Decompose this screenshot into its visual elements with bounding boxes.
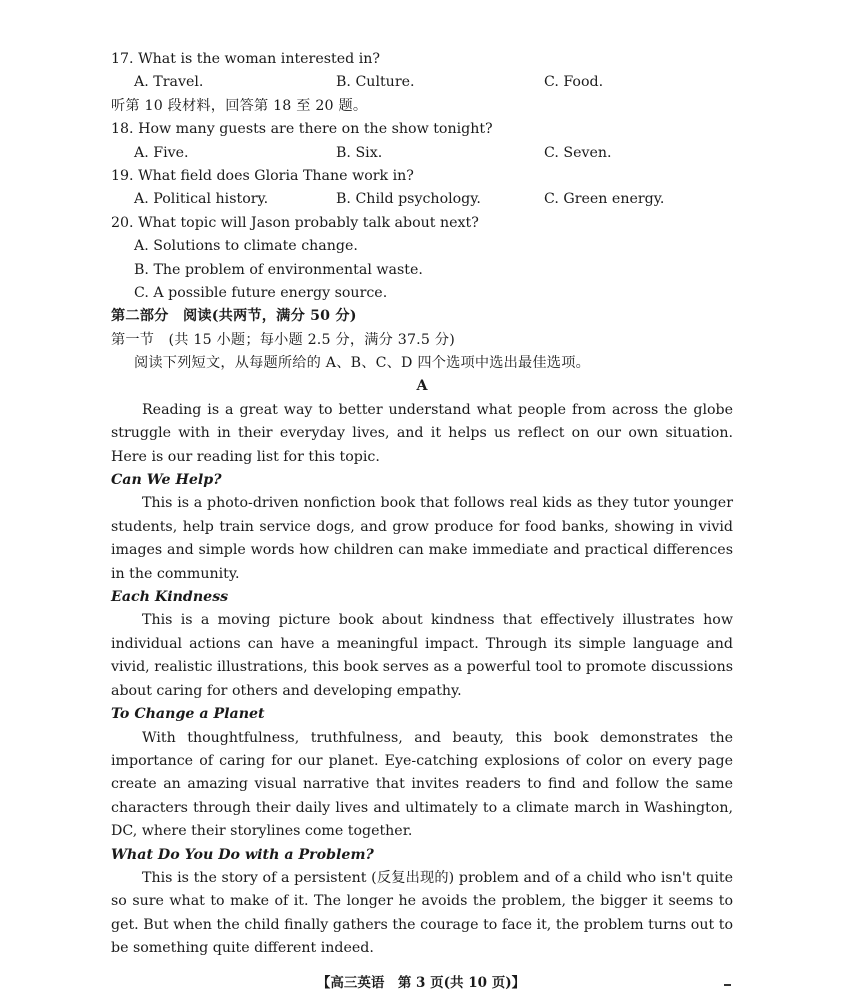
question-20-option-b: B. The problem of environmental waste. <box>134 261 423 278</box>
option-a: A. Political history. <box>134 191 269 208</box>
question-20-option-a: A. Solutions to climate change. <box>134 238 358 255</box>
option-b: B. Culture. <box>336 74 415 91</box>
option-c: C. Seven. <box>544 144 612 161</box>
question-20-option-c: C. A possible future energy source. <box>134 284 388 301</box>
question-18-options <box>111 142 733 165</box>
option-a: A. Five. <box>134 144 189 161</box>
book-title: To Change a Planet <box>111 706 265 723</box>
book-title: Each Kindness <box>111 589 229 606</box>
corner-mark <box>724 984 731 986</box>
reading-instruction: 阅读下列短文，从每题所给的 A、B、C、D 四个选项中选出最佳选项。 <box>134 355 590 372</box>
page-footer: 【高三英语 第 3 页(共 10 页)】 <box>316 975 526 991</box>
option-c: C. Food. <box>544 74 604 91</box>
option-b: B. Child psychology. <box>336 191 481 208</box>
part-2-title: 第二部分 阅读(共两节，满分 50 分) <box>111 308 357 325</box>
book-description: This is a moving picture book about kindness that effectively illustrates how individual actions can have a meaningful impact. Through its simple language and vivid, realistic illustrations, this book serves as a powerful tool to promote discussions about caring for others and developing empathy. <box>111 612 733 699</box>
book-description: This is the story of a persistent (反复出现的) problem and of a child who isn't quite so sure what to make of it. The longer he avoids the problem, the bigger it seems to get. But when the child finally gathers the courage to face it, the problem turns out to be something quite different indeed. <box>111 869 733 957</box>
question-20-stem: 20. What topic will Jason probably talk about next? <box>111 214 479 231</box>
question-18-stem: 18. How many guests are there on the show tonight? <box>111 121 493 138</box>
book-description: This is a photo-driven nonfiction book that follows real kids as they tutor younger students, help train service dogs, and grow produce for food banks, showing in vivid images and simple words how children can make immediate and practical differences in the community. <box>111 495 733 582</box>
book-description: With thoughtfulness, truthfulness, and beauty, this book demonstrates the importance of caring for our planet. Eye-catching explosions of color on every page create an amazing visual narrative that invites readers to find and follow the same characters through their daily lives and ultimately to a climate march in Washington, DC, where their storylines come together. <box>111 729 733 840</box>
passage-label: A <box>416 378 428 395</box>
section-1-title: 第一节 (共 15 小题；每小题 2.5 分，满分 37.5 分) <box>111 331 455 348</box>
book-title: Can We Help? <box>111 472 222 489</box>
question-17-stem: 17. What is the woman interested in? <box>111 51 380 67</box>
passage-intro: Reading is a great way to better understand what people from across the globe struggle with in their everyday lives, and it helps us reflect on our own situation. Here is our reading list for this topic. <box>111 401 733 465</box>
option-c: C. Green energy. <box>544 191 665 208</box>
option-a: A. Travel. <box>134 74 204 91</box>
question-19-stem: 19. What field does Gloria Thane work in? <box>111 167 414 184</box>
question-17-options <box>111 71 733 94</box>
book-title: What Do You Do with a Problem? <box>111 846 374 863</box>
option-b: B. Six. <box>336 144 383 161</box>
section-10-instruction: 听第 10 段材料，回答第 18 至 20 题。 <box>111 97 368 114</box>
exam-page <box>111 48 733 961</box>
question-19-options <box>111 188 733 211</box>
